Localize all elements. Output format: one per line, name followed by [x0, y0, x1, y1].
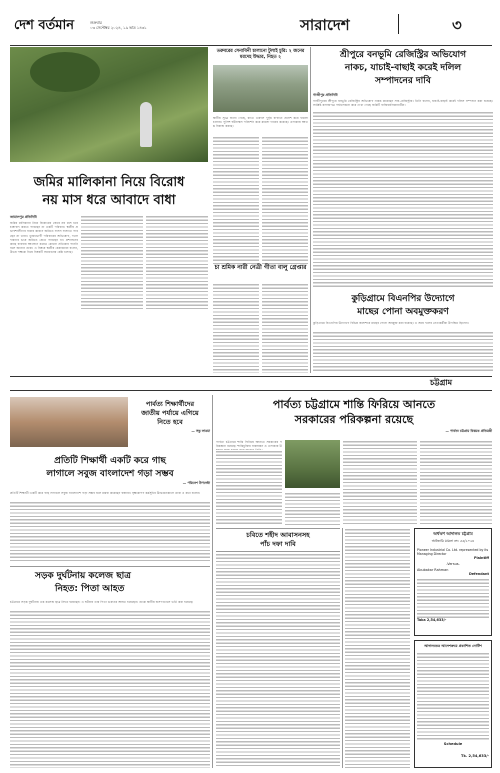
bottom-left-photo: [10, 397, 128, 447]
court-notice-1: [414, 528, 492, 636]
logo-text: দেশ বর্তমান: [14, 18, 75, 33]
notice-plaintiff-label: Plaintiff: [473, 556, 489, 560]
top-left-body-col2: [81, 215, 143, 309]
masthead: [0, 4, 500, 48]
headline-line-1: জমির মালিকানা নিয়ে বিরোধ: [33, 175, 185, 190]
top-mid-body-c: [262, 136, 308, 264]
sub-headline-line-1: কুড়িগ্রামে বিএনপির উদ্যোগে: [351, 294, 455, 304]
bottom-mid-body-d: [343, 440, 417, 525]
masthead-divider: [398, 14, 399, 34]
top-right-headline-1: শ্রীপুরে বনভূমি রেজিস্ট্রির অভিযোগ: [339, 50, 467, 60]
masthead-date: [90, 20, 147, 30]
peace-headline-attr: — পার্বত্য চট্টগ্রাম বিষয়ক প্রতিমন্ত্রী: [445, 429, 492, 433]
bottom-mid-body-f: [216, 553, 340, 768]
top-left-body-col1: জমির মালিকানা নিয়ে বিরোধের জেরে নয় মাস ধরে চাষাবাদ করতে পারছেন না একটি পরিবার। স্থানীয় প্রভাবশালীদের বাধার কারণে জমিতে ফসল ফলাতে পারছেন না তারা। ভুক্তভোগী পরিবারের অভিযোগ, দখলদারদের ভয়ে জমিতে যেতে পারছেন না। প্রশাসনের কাছে বারবার আবেদন করেও কোনো প্রতিকার পাননি বলে জানান তারা। এ বিষয়ে স্থানীয় চেয়ারম্যান বলেন, উভয় পক্ষকে নিয়ে বিষয়টি সমাধানের চেষ্টা চলছে।: [10, 221, 78, 255]
farmland-photo: [10, 47, 208, 162]
top-right-headline: [313, 49, 493, 88]
top-mid-body-d: [213, 283, 259, 373]
top-right-headline-2: নাকচ, যাচাই-বাছাই করেই দলিল: [344, 63, 462, 73]
notice2-body: [417, 652, 489, 740]
bottom-mid-body-a: পার্বত্য চট্টগ্রামে শান্তি ফিরিয়ে আনতে সরকারের পরিকল্পনা রয়েছে। শান্তিচুক্তির বাস্তবায়ন ও এলাকার উ: [216, 440, 282, 449]
top-mid-body-b: [213, 136, 259, 264]
notice-defendant-name: Abubakar Rahman: [417, 568, 449, 572]
top-right-sub-body: কুড়িগ্রামে বিএনপির উদ্যোগে বিভিন্ন জলাশয়ে মাছের পোনা অবমুক্ত করা হয়েছে। এ সময় দলের নেতাকর্মীরা উপস্থিত ছিলেন।: [313, 321, 469, 325]
accident-headline: [10, 570, 210, 596]
quote-line-3: নিতে হবে: [157, 418, 183, 426]
notice-suit-value: Taka 2,54,633/-: [417, 618, 447, 622]
notice-body: [417, 578, 489, 618]
accident-body-a: চট্টগ্রামে সড়ক দুর্ঘটনায় এক কলেজ ছাত্র নিহত হয়েছেন। এ ঘটনায় তার পিতা গুরুতর আহত হয়েছেন। তাকে স্থানীয় হাসপাতালে ভর্তি করা হয়েছে।: [10, 600, 194, 604]
bottom-mid-body-b: [216, 450, 282, 525]
subhead-line-1: চবিতে শহীদ আবাসনসহ: [246, 531, 310, 539]
top-mid-body-a: স্থানীয় সূত্রে জানা গেছে, রাতে একদল দুর্বৃত্ত বাগানে প্রবেশ করে হামলা চালায়। পুলিশ ঘটনাস্থল পরিদর্শন করে মামলা দায়ের করেছে। এলাকায় আতঙ্ক বিরাজ করছে।: [213, 116, 308, 129]
headline-line-2: নয় মাস ধরে আবাদে বাধা: [42, 193, 176, 208]
top-mid-headline: তরুবরের সেনাবিনী চালানো টুলাই চুরি: ২ জনের মরদেহ উদ্ধার, নিহত ২: [216, 49, 305, 60]
farmer-figure: [140, 102, 152, 147]
bottom-mid-headline: [216, 397, 492, 435]
masthead-day: শুক্রবার: [90, 20, 102, 25]
bottom-mid-body-e: [420, 440, 492, 525]
peace-headline-1: পার্বত্য চট্টগ্রামে শান্তি ফিরিয়ে আনতে: [272, 398, 436, 411]
top-mid-subhead: চা শ্রমিক নারী নেত্রী গীতা বালু গ্রেপ্তার: [214, 264, 307, 271]
bottom-left-divider: [10, 566, 210, 567]
logo: [14, 16, 74, 37]
column-divider-2: [212, 395, 213, 768]
bottom-left-headline: [10, 455, 210, 487]
notice-case: অর্থজারি মামলা নং: ৫৫/২০২৪: [431, 539, 475, 543]
bottom-mid-photo: [285, 440, 340, 488]
section-band-rule: [10, 376, 492, 377]
accident-headline-2: নিহত: পিতা আহত: [55, 584, 125, 594]
section-band-rule-2: [10, 390, 492, 391]
notice2-title: আদালতের আদেশক্রমে প্রকাশিত নোটিশ: [424, 644, 482, 648]
section-title: সারাদেশ: [300, 16, 350, 34]
tree-headline-1: প্রতিটি শিক্ষার্থী একটি করে গাছ: [54, 456, 166, 466]
quote-line-2: জাতীয় পর্যায়ে এগিয়ে: [141, 409, 199, 417]
bottom-left-body-b: [10, 501, 210, 563]
bottom-mid-body-c: [285, 492, 340, 525]
peace-headline-2: সরকারের পরিকল্পনা রয়েছে: [294, 413, 414, 426]
notice-title: অর্থঋণ আদালত চট্টগ্রাম: [433, 531, 473, 536]
top-mid-body-e: [262, 283, 308, 373]
top-left-headline: [10, 174, 208, 210]
bottom-mid-body-g: [345, 528, 410, 768]
top-right-body-a: গাজীপুরের শ্রীপুরে বনভূমি রেজিস্ট্রির অভিযোগ নাকচ করেছেন সাব-রেজিস্ট্রার। তিনি বলেন, যাচাই-বাছাই করেই দলিল সম্পাদন করা হয়েছে। সংশ্লিষ্ট কাগজপত্র পর্যালোচনা করে দেখা গেছে জমিটি ব্যক্তিমালিকানাধীন।: [313, 99, 493, 108]
notice2-amount: Tk. 2,54,633/-: [461, 754, 489, 758]
top-right-subheadline: [313, 293, 493, 319]
top-left-byline: জামালপুর প্রতিনিধি: [10, 215, 37, 219]
tree-canopy: [30, 52, 100, 92]
quote-attr: — সন্তু লারমা: [191, 429, 210, 433]
notice-parties: Pioneer Industrial Co. Ltd. represented by its Managing Director: [417, 548, 489, 556]
court-notice-2: [414, 640, 492, 768]
top-mid-photo: [213, 65, 308, 112]
bottom-mid-subhead: [216, 528, 340, 552]
chattogram-label: চট্টগ্রাম: [430, 378, 453, 387]
column-divider-3: [342, 528, 343, 768]
bottom-left-quote: [130, 400, 210, 435]
top-right-byline: গাজীপুর প্রতিনিধি: [313, 93, 338, 97]
bottom-left-body-a: প্রতিটি শিক্ষার্থী একটি করে গাছ লাগালে সবুজ বাংলাদেশ গড়া সম্ভব বলে মন্তব্য করেছেন বক্তারা। বৃক্ষরোপণ কর্মসূচির উদ্বোধনকালে তারা এ কথা বলেন।: [10, 491, 201, 495]
notice2-schedule: Schedule: [443, 742, 463, 746]
top-right-body-b: [313, 111, 493, 289]
notice-defendant-label: Defendant: [468, 572, 489, 576]
masthead-date-line: ০৩ সেপ্টেম্বর ২০২৪, ১৯ ভাদ্র ১৪৩১: [90, 25, 147, 30]
accident-headline-1: সড়ক দুর্ঘটনায় কলেজ ছাত্র: [35, 571, 131, 581]
top-left-body-col3: [146, 215, 208, 309]
quote-line-1: পার্বত্য শিক্ষার্থীদের: [145, 400, 195, 408]
subhead-line-2: পাঁচ দফা দাবি: [260, 540, 296, 548]
tree-headline-2: লাগালে সবুজ বাংলাদেশ গড়া সম্ভব: [46, 469, 174, 479]
notice-versus: -Versus-: [446, 562, 460, 566]
accident-body-b: [10, 610, 210, 768]
column-divider-1: [310, 47, 311, 373]
top-right-sub-body-b: [313, 331, 493, 373]
top-right-headline-3: সম্পাদনের দাবি: [375, 76, 431, 86]
tree-headline-attr: — পরিবেশ উপদেষ্টা: [182, 481, 210, 485]
sub-headline-line-2: মাছের পোনা অবমুক্তকরণ: [357, 307, 449, 317]
page-number: ৩: [452, 16, 462, 34]
